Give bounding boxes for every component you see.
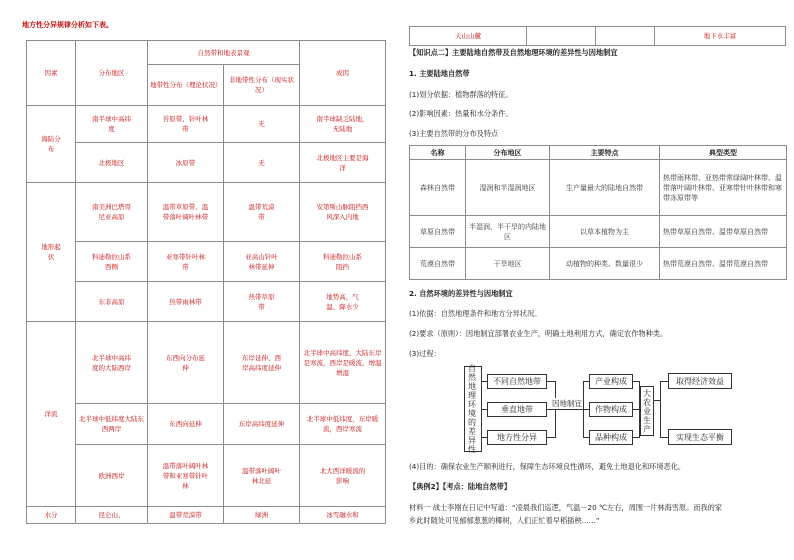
table-row-3-zonal: 温带草原带、温带落叶阔叶林带 [147, 182, 224, 242]
table-row-7-cause: 北半球中低纬度，东岸暖流，西岸寒流 [299, 403, 386, 445]
table-row-1-azonal: 无 [223, 105, 300, 143]
factor-current: 洋流 [26, 321, 76, 507]
table-row-3-cause: 安第斯山脉阻挡西风深入内地 [299, 182, 386, 242]
table-row-1-zonal: 苔原带、针叶林带 [147, 105, 224, 143]
table-row-6-zonal: 东西向分布延伸 [147, 321, 224, 404]
top-row-cell-3 [595, 26, 655, 46]
table-row-5-cause: 地势高，气温、降水少 [299, 281, 386, 322]
table-row-2-azonal: 无 [223, 142, 300, 183]
table-row-5-azonal: 热带草原带 [223, 281, 300, 322]
diagram-center: 大农业生产 [640, 386, 654, 436]
section-2-item-4: (4)目的：确保农业生产顺利进行，保障生态环境良性循环，避免土地退化和环境恶化。 [409, 462, 686, 471]
belt-row-1-feature: 生产量最大的陆地自然带 [550, 160, 660, 216]
knowledge-title: 【知识点二】主要陆地自然带及自然地理环境的差异性与因地制宜 [409, 48, 618, 57]
belt-header-type: 典型类型 [660, 146, 787, 160]
table-row-1-cause: 南半球缺乏陆地，无陆地 [299, 105, 386, 143]
table-row-2-zonal: 冰原带 [147, 142, 224, 183]
top-row-cell-4: 地下水丰富 [654, 26, 786, 46]
table-row-8-azonal: 温带落叶阔叶林北延 [223, 444, 300, 507]
table-row-8-cause: 北大西洋暖流的影响 [299, 444, 386, 507]
diagram-result-2: 实现生态平衡 [668, 429, 732, 445]
table-row-6-region: 北半球中高纬度的大陆西岸 [75, 321, 148, 404]
header-zonal: 地带性分布（理论状况） [147, 64, 224, 106]
table-row-6-azonal: 东岸延伸、西岸高纬度延伸 [223, 321, 300, 404]
header-region: 分布地区 [75, 40, 148, 106]
section-1-item-2: (2)影响因素：热量和水分条件。 [409, 109, 513, 118]
belt-row-3-feature: 动植物的种类、数量很少 [550, 248, 660, 280]
table-row-4-azonal: 亚高山针叶林带延伸 [223, 241, 300, 282]
table-row-2-cause: 北极地区主要是海洋 [299, 142, 386, 183]
material-line-1: 材料一 战士李刚在日记中写道：“凌晨我们巡逻，气温－20 ℃左右，周围一片林海雪原。而我的家 [409, 503, 723, 512]
table-row-8-region: 欧洲西岸 [75, 444, 148, 507]
material-line-2: 乡此时随处可见郁郁葱葱的椰树，人们正忙着早稻插秧……” [409, 516, 600, 525]
diagram-item-3: 地方性分异 [487, 430, 547, 445]
diagram-construct-2: 作物构成 [589, 402, 633, 417]
top-row-cell-1: 天山山麓 [409, 26, 527, 46]
table-row-9-cause: 冰雪融水和 [299, 506, 386, 524]
section-1-title: 1. 主要陆地自然带 [409, 69, 470, 78]
belt-row-2-type: 热带草原自然带、温带草原自然带 [660, 216, 787, 248]
table-row-1-region: 南半球中高纬度 [75, 105, 148, 143]
diagram-mid-label: 因地制宜 [547, 398, 587, 409]
belt-row-2-feature: 以草本植物为主 [550, 216, 660, 248]
header-cause: 成因 [299, 40, 386, 106]
belt-header-region: 分布地区 [466, 146, 550, 160]
table-row-9-azonal: 绿洲 [223, 506, 300, 524]
diagram-result-1: 取得经济效益 [668, 373, 732, 389]
top-row-cell-2 [526, 26, 596, 46]
table-row-4-zonal: 亚寒带针叶林带 [147, 241, 224, 282]
diagram-item-2: 垂直地带 [487, 402, 547, 417]
table-row-7-region: 北半球中低纬度大陆东西两岸 [75, 403, 148, 445]
header-azonal: 非地带性分布（现实状况） [223, 64, 300, 106]
section-2-item-2: (2)要求（原则）：因地制宜部署农业生产，明确土地利用方式，确定农作物种类。 [409, 329, 668, 338]
table-row-9-region: 昆仑山、 [75, 506, 148, 524]
natural-belt-table [409, 145, 787, 280]
section-1-item-1: (1)划分依据：植物群落的特征。 [409, 90, 513, 99]
left-heading: 地方性分异规律分析如下表。 [22, 21, 113, 29]
belt-header-feature: 主要特点 [550, 146, 660, 160]
table-row-7-azonal: 东岸高纬度延伸 [223, 403, 300, 445]
table-row-2-region: 北极地区 [75, 142, 148, 183]
section-1-item-3: (3)主要自然带的分布及特点 [409, 129, 499, 138]
section-2-title: 2. 自然环境的差异性与因地制宜 [409, 289, 513, 298]
table-row-8-zonal: 温带落叶阔叶林带和亚寒带针叶林 [147, 444, 224, 507]
section-2-item-3: (3)过程： [409, 349, 441, 358]
belt-row-2-region: 半湿润、半干旱的内陆地区 [466, 216, 550, 248]
factor-coast: 海陆分布 [26, 105, 76, 183]
belt-row-3-name: 荒漠自然带 [410, 248, 466, 280]
diagram-left-label: 自然地理环境的差异性 [464, 366, 482, 452]
diagram-construct-3: 品种构成 [589, 430, 633, 445]
section-2-item-1: (1)依据：自然地理条件和地方分异状况。 [409, 309, 542, 318]
table-row-3-azonal: 温带荒漠带 [223, 182, 300, 242]
table-row-4-region: 科迪勒拉山系西侧 [75, 241, 148, 282]
belt-row-1-name: 森林自然带 [410, 160, 466, 216]
factor-water: 水分 [26, 506, 76, 524]
belt-header-name: 名称 [410, 146, 466, 160]
table-row-6-cause: 北半球中高纬度，大陆东岸是寒流，西岸是暖流，增温增湿 [299, 321, 386, 404]
belt-row-1-type: 热带雨林带、亚热带常绿阔叶林带、温带落叶阔叶林带、亚寒带针叶林带和寒带冻原带等 [660, 160, 787, 216]
belt-row-3-region: 干旱地区 [466, 248, 550, 280]
belt-row-1-region: 湿润和半湿润地区 [466, 160, 550, 216]
table-row-9-zonal: 温带荒漠带 [147, 506, 224, 524]
diagram-construct-1: 产业构成 [589, 374, 633, 389]
diagram-item-1: 不同自然地带 [487, 374, 547, 389]
factor-terrain: 地形起伏 [26, 182, 76, 322]
table-row-4-cause: 科迪勒拉山系阻挡 [299, 241, 386, 282]
table-row-7-zonal: 东西向延伸 [147, 403, 224, 445]
header-factor: 因素 [26, 40, 76, 106]
header-group: 自然带和地表景观 [147, 40, 300, 65]
table-row-3-region: 南美洲巴塔哥尼亚高原 [75, 182, 148, 242]
table-row-5-region: 东非高原 [75, 281, 148, 322]
table-row-5-zonal: 热带雨林带 [147, 281, 224, 322]
belt-row-2-name: 草原自然带 [410, 216, 466, 248]
example-title: 【典例2】【考点：陆地自然带】 [409, 482, 512, 491]
belt-row-3-type: 热带荒漠自然带、温带荒漠自然带 [660, 248, 787, 280]
